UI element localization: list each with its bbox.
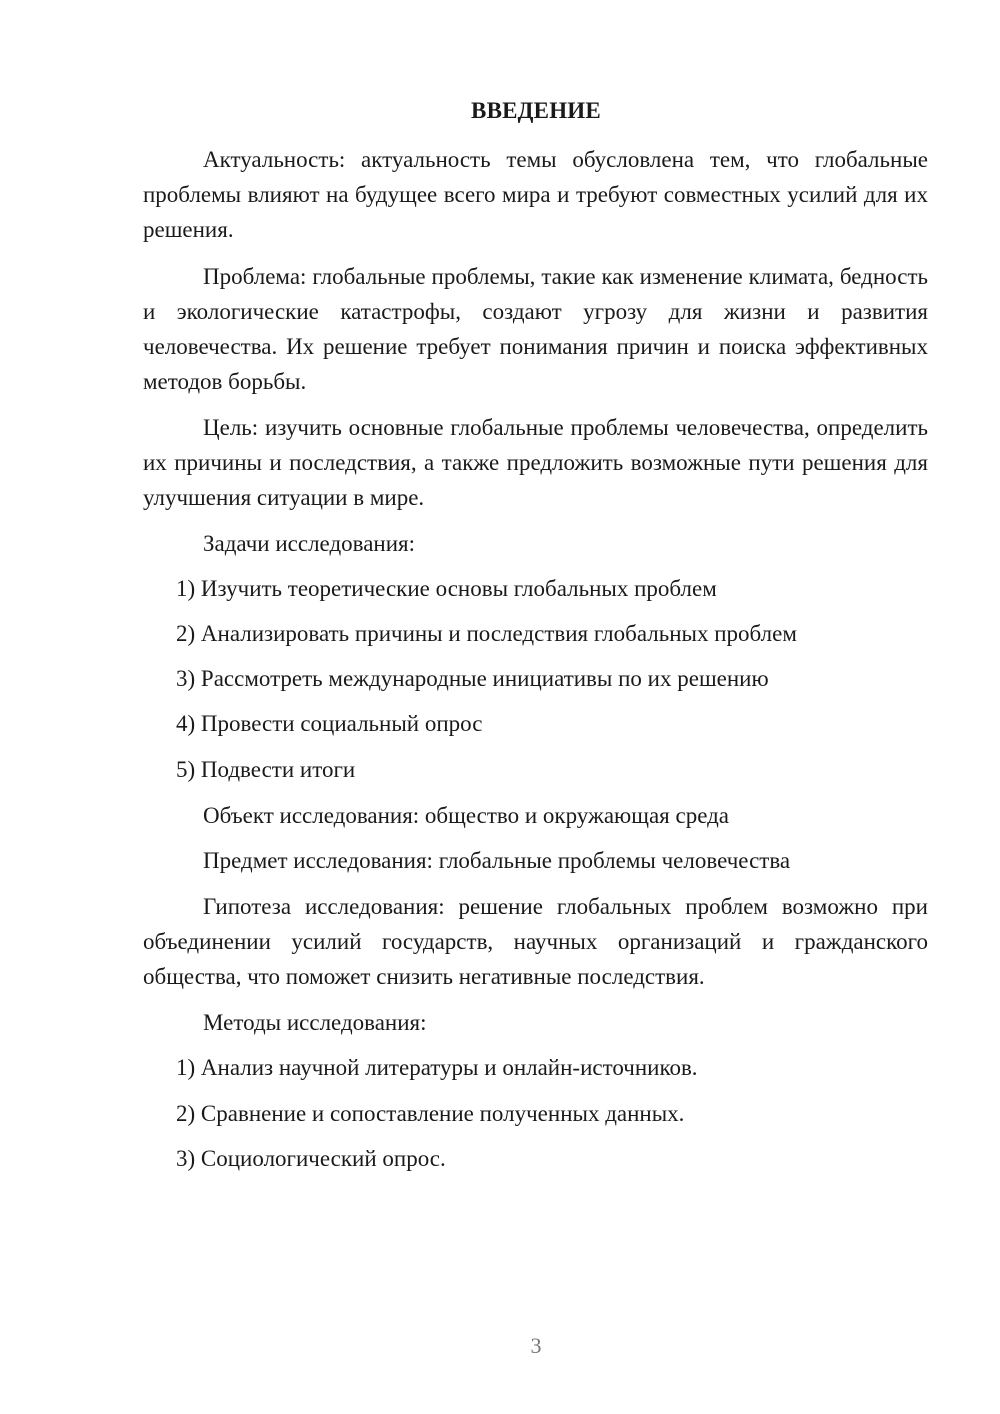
list-item: 2) Анализировать причины и последствия глобальных проблем (176, 621, 797, 646)
tasks-item-1 (143, 571, 928, 606)
tasks-item-2 (143, 616, 928, 651)
object-line (143, 798, 928, 833)
tasks-item-4 (143, 706, 928, 741)
page-number: 3 (530, 1333, 542, 1358)
goal-text: Цель: изучить основные глобальные проблемы человечества, определить их причины и последствия, а также предложить возможные пути решения для улучшения ситуации в мире. (143, 415, 928, 510)
object-text: Объект исследования: общество и окружающая среда (203, 803, 730, 828)
page-title: ВВЕДЕНИЕ (471, 98, 601, 123)
methods-item-1 (143, 1050, 928, 1085)
problem-text: Проблема: глобальные проблемы, такие как изменение климата, бедность и экологические катастрофы, создают угрозу для жизни и развития человечества. Их решение требует понимания причин и поиска эффективных методов борьбы. (143, 264, 928, 394)
methods-heading-text: Методы исследования: (203, 1010, 427, 1035)
goal-paragraph (143, 410, 928, 515)
subject-line (143, 843, 928, 878)
list-item: 3) Социологический опрос. (176, 1146, 446, 1171)
tasks-heading-text: Задачи исследования: (203, 531, 416, 556)
list-item: 4) Провести социальный опрос (176, 711, 483, 736)
list-item: 5) Подвести итоги (176, 757, 356, 782)
list-item: 2) Сравнение и сопоставление полученных данных. (176, 1101, 685, 1126)
methods-heading (143, 1005, 928, 1040)
hypothesis-text: Гипотеза исследования: решение глобальных проблем возможно при объединении усилий государств, научных организаций и гражданского общества, что поможет снизить негативные последствия. (143, 894, 928, 989)
methods-item-3 (143, 1141, 928, 1176)
hypothesis-paragraph (143, 889, 928, 994)
tasks-heading (143, 526, 928, 561)
relevance-paragraph (143, 142, 928, 247)
methods-item-2 (143, 1096, 928, 1131)
subject-text: Предмет исследования: глобальные проблемы человечества (203, 848, 791, 873)
tasks-item-5 (143, 752, 928, 787)
list-item: 1) Анализ научной литературы и онлайн-источников. (176, 1055, 698, 1080)
list-item: 1) Изучить теоретические основы глобальных проблем (176, 576, 717, 601)
relevance-text: Актуальность: актуальность темы обусловлена тем, что глобальные проблемы влияют на будущее всего мира и требуют совместных усилий для их решения. (143, 147, 928, 242)
list-item: 3) Рассмотреть международные инициативы по их решению (176, 666, 769, 691)
tasks-item-3 (143, 661, 928, 696)
problem-paragraph (143, 259, 928, 399)
